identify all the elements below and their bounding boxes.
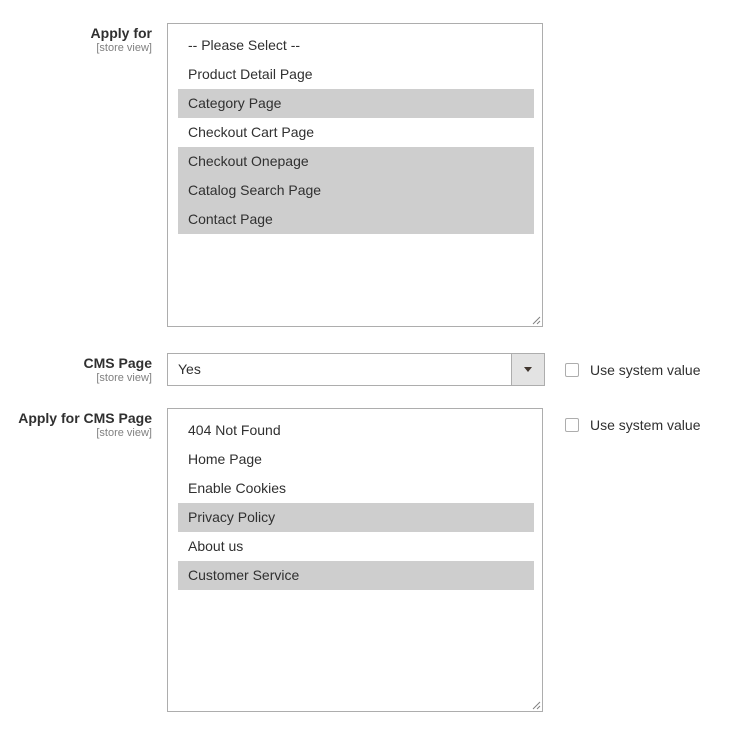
apply-for-cms-page-label: Apply for CMS Page <box>18 410 152 426</box>
cms-page-scope: [store view] <box>96 372 152 384</box>
chevron-down-icon <box>524 367 532 372</box>
multiselect-option[interactable]: Catalog Search Page <box>178 176 534 205</box>
apply-for-label-group <box>91 25 152 55</box>
cms-page-select[interactable] <box>167 353 545 386</box>
multiselect-option[interactable]: Contact Page <box>178 205 534 234</box>
apply-for-cms-page-label-group <box>18 410 152 440</box>
multiselect-option[interactable]: -- Please Select -- <box>188 37 301 53</box>
apply-for-multiselect[interactable] <box>167 23 543 327</box>
apply-for-cms-page-scope: [store view] <box>96 427 152 439</box>
multiselect-option[interactable]: 404 Not Found <box>188 422 281 438</box>
cms-page-label: CMS Page <box>83 355 152 371</box>
use-system-value-label: Use system value <box>590 362 701 378</box>
apply-for-scope: [store view] <box>96 42 152 54</box>
resize-grip-icon[interactable] <box>531 700 541 710</box>
cms-page-select-value: Yes <box>178 361 201 377</box>
apply-for-label: Apply for <box>90 25 152 41</box>
multiselect-option[interactable]: Checkout Cart Page <box>188 124 315 140</box>
multiselect-option[interactable]: Checkout Onepage <box>178 147 534 176</box>
multiselect-option[interactable]: Category Page <box>178 89 534 118</box>
apply-for-cms-page-use-system-value[interactable] <box>565 415 700 435</box>
resize-grip-icon[interactable] <box>531 315 541 325</box>
cms-page-label-group <box>84 355 152 385</box>
multiselect-option[interactable]: About us <box>188 538 244 554</box>
use-system-value-checkbox[interactable] <box>565 418 579 432</box>
multiselect-option[interactable]: Customer Service <box>178 561 534 590</box>
apply-for-cms-page-multiselect[interactable] <box>167 408 543 712</box>
use-system-value-label: Use system value <box>590 417 701 433</box>
multiselect-option[interactable]: Product Detail Page <box>188 66 313 82</box>
multiselect-option[interactable]: Home Page <box>188 451 262 467</box>
multiselect-option[interactable]: Privacy Policy <box>178 503 534 532</box>
multiselect-option[interactable]: Enable Cookies <box>188 480 287 496</box>
use-system-value-checkbox[interactable] <box>565 363 579 377</box>
cms-page-use-system-value[interactable] <box>565 360 700 380</box>
cms-page-select-toggle[interactable] <box>511 354 544 385</box>
